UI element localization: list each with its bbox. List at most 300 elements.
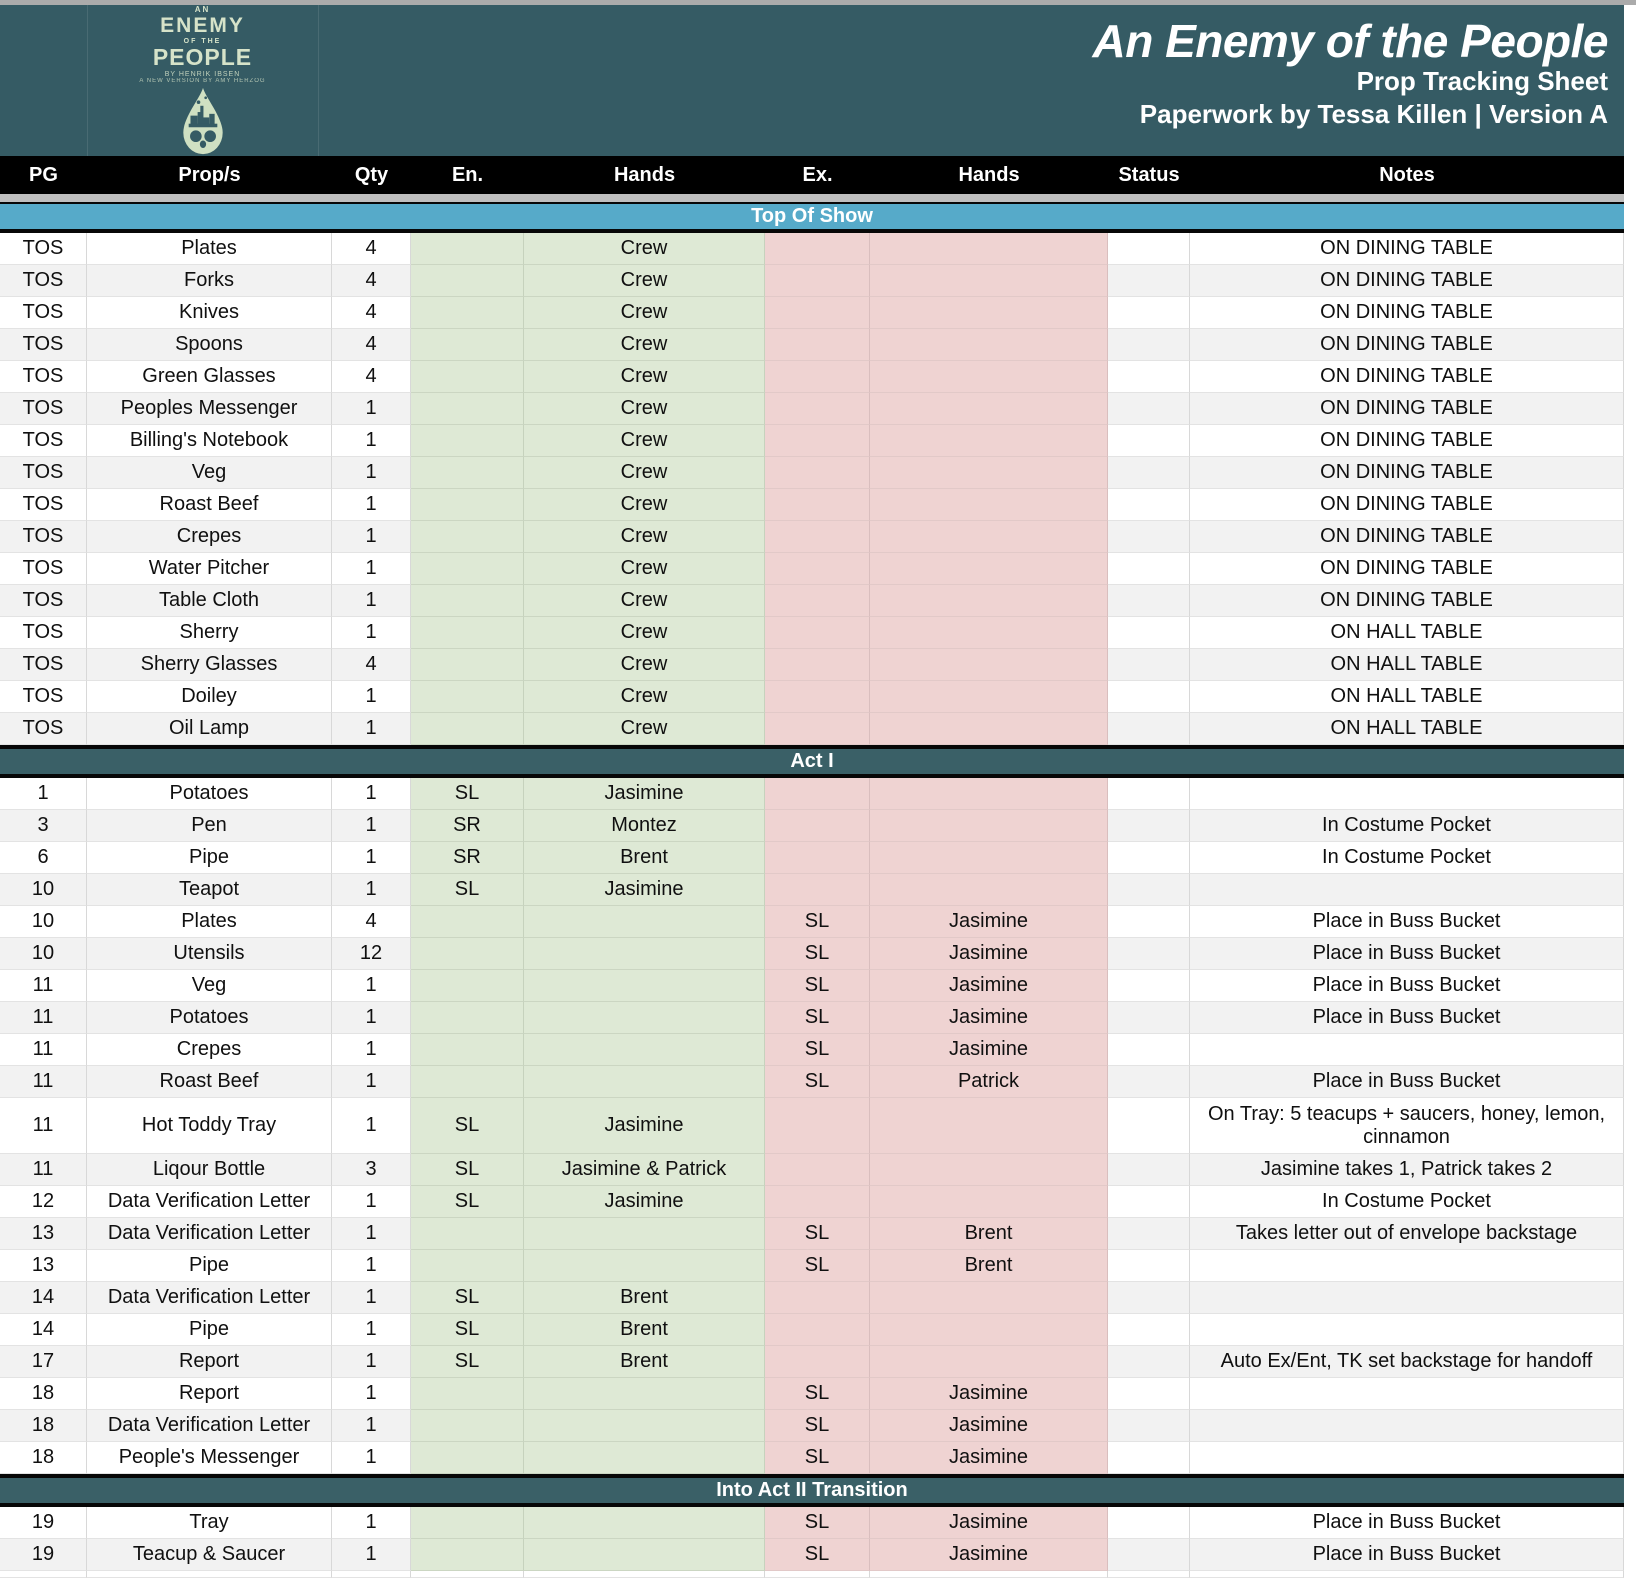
cell-notes[interactable] xyxy=(1190,1314,1624,1346)
cell-props[interactable]: Veg xyxy=(87,970,332,1002)
cell-props[interactable]: Hot Toddy Tray xyxy=(87,1098,332,1154)
cell-pg[interactable]: 10 xyxy=(0,906,87,938)
cell-status[interactable] xyxy=(1108,842,1190,874)
cell-pg[interactable]: 10 xyxy=(0,938,87,970)
cell-hands-ex[interactable] xyxy=(870,681,1108,713)
cell-qty[interactable]: 1 xyxy=(332,1034,411,1066)
cell-hands-en[interactable]: Crew xyxy=(524,297,765,329)
cell-props[interactable]: Utensils xyxy=(87,938,332,970)
cell-notes[interactable]: Place in Buss Bucket xyxy=(1190,938,1624,970)
cell-pg[interactable]: 19 xyxy=(0,1507,87,1539)
cell-ex[interactable] xyxy=(765,585,870,617)
cell-en[interactable] xyxy=(411,1034,524,1066)
cell-hands-ex[interactable] xyxy=(870,521,1108,553)
cell-ex[interactable]: SL xyxy=(765,1218,870,1250)
cell-en[interactable] xyxy=(411,1410,524,1442)
cell-pg[interactable]: TOS xyxy=(0,457,87,489)
cell-hands-en[interactable] xyxy=(524,1571,765,1578)
cell-qty[interactable]: 1 xyxy=(332,393,411,425)
cell-hands-ex[interactable] xyxy=(870,297,1108,329)
cell-ex[interactable] xyxy=(765,1314,870,1346)
cell-en[interactable]: SL xyxy=(411,1154,524,1186)
cell-ex[interactable] xyxy=(765,778,870,810)
cell-hands-ex[interactable] xyxy=(870,842,1108,874)
column-header-notes[interactable]: Notes xyxy=(1379,163,1435,186)
cell-props[interactable] xyxy=(87,1571,332,1578)
cell-ex[interactable]: SL xyxy=(765,1378,870,1410)
cell-en[interactable] xyxy=(411,938,524,970)
cell-status[interactable] xyxy=(1108,1154,1190,1186)
cell-status[interactable] xyxy=(1108,361,1190,393)
cell-ex[interactable]: SL xyxy=(765,1066,870,1098)
cell-props[interactable]: People's Messenger xyxy=(87,1442,332,1474)
cell-hands-en[interactable]: Brent xyxy=(524,1346,765,1378)
cell-ex[interactable] xyxy=(765,713,870,745)
cell-qty[interactable]: 1 xyxy=(332,1314,411,1346)
cell-hands-en[interactable] xyxy=(524,1066,765,1098)
cell-en[interactable] xyxy=(411,649,524,681)
cell-pg[interactable]: TOS xyxy=(0,521,87,553)
cell-en[interactable]: SR xyxy=(411,810,524,842)
cell-status[interactable] xyxy=(1108,585,1190,617)
cell-notes[interactable]: ON DINING TABLE xyxy=(1190,361,1624,393)
cell-hands-ex[interactable] xyxy=(870,585,1108,617)
cell-status[interactable] xyxy=(1108,233,1190,265)
cell-pg[interactable]: TOS xyxy=(0,393,87,425)
cell-notes[interactable]: In Costume Pocket xyxy=(1190,1186,1624,1218)
cell-en[interactable]: SR xyxy=(411,842,524,874)
cell-hands-ex[interactable]: Brent xyxy=(870,1250,1108,1282)
cell-ex[interactable] xyxy=(765,1186,870,1218)
cell-status[interactable] xyxy=(1108,1346,1190,1378)
cell-pg[interactable]: 18 xyxy=(0,1442,87,1474)
cell-props[interactable]: Pen xyxy=(87,810,332,842)
cell-qty[interactable]: 1 xyxy=(332,1002,411,1034)
cell-en[interactable] xyxy=(411,970,524,1002)
column-header-hands-en[interactable]: Hands xyxy=(613,163,676,186)
cell-ex[interactable] xyxy=(765,617,870,649)
cell-hands-en[interactable] xyxy=(524,1539,765,1571)
cell-hands-ex[interactable] xyxy=(870,329,1108,361)
cell-ex[interactable]: SL xyxy=(765,906,870,938)
cell-qty[interactable]: 1 xyxy=(332,1378,411,1410)
cell-pg[interactable]: TOS xyxy=(0,361,87,393)
cell-status[interactable] xyxy=(1108,1410,1190,1442)
cell-status[interactable] xyxy=(1108,1250,1190,1282)
cell-pg[interactable]: TOS xyxy=(0,585,87,617)
cell-hands-en[interactable]: Crew xyxy=(524,681,765,713)
cell-en[interactable] xyxy=(411,617,524,649)
cell-status[interactable] xyxy=(1108,393,1190,425)
cell-pg[interactable]: 11 xyxy=(0,1066,87,1098)
cell-qty[interactable]: 1 xyxy=(332,1066,411,1098)
cell-en[interactable]: SL xyxy=(411,1314,524,1346)
cell-props[interactable]: Pipe xyxy=(87,1250,332,1282)
cell-hands-ex[interactable] xyxy=(870,649,1108,681)
cell-en[interactable] xyxy=(411,553,524,585)
cell-status[interactable] xyxy=(1108,1218,1190,1250)
cell-props[interactable]: Veg xyxy=(87,457,332,489)
cell-hands-ex[interactable]: Jasimine xyxy=(870,1378,1108,1410)
cell-props[interactable]: Water Pitcher xyxy=(87,553,332,585)
cell-qty[interactable]: 1 xyxy=(332,1218,411,1250)
cell-props[interactable]: Forks xyxy=(87,265,332,297)
cell-status[interactable] xyxy=(1108,970,1190,1002)
cell-pg[interactable]: TOS xyxy=(0,425,87,457)
cell-en[interactable] xyxy=(411,1218,524,1250)
cell-status[interactable] xyxy=(1108,1378,1190,1410)
cell-pg[interactable]: 3 xyxy=(0,810,87,842)
cell-notes[interactable] xyxy=(1190,1571,1624,1578)
cell-notes[interactable] xyxy=(1190,778,1624,810)
cell-ex[interactable]: SL xyxy=(765,1507,870,1539)
cell-status[interactable] xyxy=(1108,329,1190,361)
cell-hands-ex[interactable] xyxy=(870,265,1108,297)
cell-props[interactable]: Potatoes xyxy=(87,778,332,810)
cell-hands-en[interactable]: Jasimine xyxy=(524,874,765,906)
cell-notes[interactable]: Place in Buss Bucket xyxy=(1190,970,1624,1002)
cell-hands-ex[interactable]: Jasimine xyxy=(870,970,1108,1002)
cell-qty[interactable]: 1 xyxy=(332,457,411,489)
cell-en[interactable] xyxy=(411,1378,524,1410)
cell-notes[interactable] xyxy=(1190,1034,1624,1066)
cell-ex[interactable] xyxy=(765,329,870,361)
cell-props[interactable]: Doiley xyxy=(87,681,332,713)
cell-pg[interactable]: 11 xyxy=(0,1154,87,1186)
column-header-hands-ex[interactable]: Hands xyxy=(958,163,1020,186)
cell-props[interactable]: Teacup & Saucer xyxy=(87,1539,332,1571)
cell-qty[interactable]: 12 xyxy=(332,938,411,970)
cell-props[interactable]: Liqour Bottle xyxy=(87,1154,332,1186)
cell-qty[interactable]: 1 xyxy=(332,1442,411,1474)
cell-hands-ex[interactable] xyxy=(870,1186,1108,1218)
cell-notes[interactable]: Jasimine takes 1, Patrick takes 2 xyxy=(1190,1154,1624,1186)
cell-status[interactable] xyxy=(1108,1034,1190,1066)
cell-hands-en[interactable]: Jasimine xyxy=(524,778,765,810)
cell-hands-ex[interactable] xyxy=(870,778,1108,810)
cell-qty[interactable]: 1 xyxy=(332,1098,411,1154)
cell-notes[interactable]: Place in Buss Bucket xyxy=(1190,1507,1624,1539)
cell-hands-en[interactable]: Jasimine xyxy=(524,1186,765,1218)
cell-hands-ex[interactable]: Jasimine xyxy=(870,1442,1108,1474)
cell-en[interactable] xyxy=(411,393,524,425)
cell-props[interactable]: Tray xyxy=(87,1507,332,1539)
cell-qty[interactable]: 1 xyxy=(332,585,411,617)
cell-notes[interactable]: Auto Ex/Ent, TK set backstage for handoff xyxy=(1190,1346,1624,1378)
cell-ex[interactable] xyxy=(765,874,870,906)
cell-qty[interactable]: 4 xyxy=(332,265,411,297)
cell-qty[interactable]: 1 xyxy=(332,1186,411,1218)
cell-hands-en[interactable]: Crew xyxy=(524,457,765,489)
cell-en[interactable] xyxy=(411,361,524,393)
cell-pg[interactable]: TOS xyxy=(0,233,87,265)
cell-pg[interactable] xyxy=(0,1571,87,1578)
cell-notes[interactable]: ON HALL TABLE xyxy=(1190,649,1624,681)
cell-hands-ex[interactable] xyxy=(870,233,1108,265)
cell-qty[interactable]: 1 xyxy=(332,1410,411,1442)
cell-hands-ex[interactable] xyxy=(870,874,1108,906)
cell-hands-en[interactable]: Jasimine & Patrick xyxy=(524,1154,765,1186)
cell-pg[interactable]: TOS xyxy=(0,297,87,329)
cell-hands-ex[interactable] xyxy=(870,489,1108,521)
cell-pg[interactable]: 11 xyxy=(0,970,87,1002)
cell-en[interactable] xyxy=(411,329,524,361)
cell-status[interactable] xyxy=(1108,489,1190,521)
cell-qty[interactable]: 1 xyxy=(332,778,411,810)
cell-hands-ex[interactable] xyxy=(870,1346,1108,1378)
cell-en[interactable] xyxy=(411,1250,524,1282)
cell-pg[interactable]: TOS xyxy=(0,649,87,681)
cell-pg[interactable]: TOS xyxy=(0,713,87,745)
cell-hands-ex[interactable]: Jasimine xyxy=(870,1410,1108,1442)
cell-ex[interactable] xyxy=(765,393,870,425)
section-header-top-of-show[interactable]: Top Of Show xyxy=(0,202,1624,233)
cell-en[interactable] xyxy=(411,265,524,297)
cell-hands-en[interactable]: Crew xyxy=(524,393,765,425)
cell-props[interactable]: Spoons xyxy=(87,329,332,361)
cell-qty[interactable]: 1 xyxy=(332,1507,411,1539)
cell-pg[interactable]: 13 xyxy=(0,1250,87,1282)
cell-pg[interactable]: 19 xyxy=(0,1539,87,1571)
cell-status[interactable] xyxy=(1108,457,1190,489)
cell-ex[interactable] xyxy=(765,521,870,553)
cell-en[interactable]: SL xyxy=(411,778,524,810)
cell-notes[interactable]: ON DINING TABLE xyxy=(1190,233,1624,265)
cell-qty[interactable]: 4 xyxy=(332,297,411,329)
cell-en[interactable] xyxy=(411,585,524,617)
cell-hands-en[interactable]: Crew xyxy=(524,649,765,681)
cell-pg[interactable]: TOS xyxy=(0,681,87,713)
cell-notes[interactable]: In Costume Pocket xyxy=(1190,810,1624,842)
cell-pg[interactable]: 6 xyxy=(0,842,87,874)
cell-notes[interactable] xyxy=(1190,1410,1624,1442)
cell-en[interactable]: SL xyxy=(411,1186,524,1218)
cell-hands-en[interactable]: Crew xyxy=(524,489,765,521)
cell-status[interactable] xyxy=(1108,1066,1190,1098)
column-header-en[interactable]: En. xyxy=(451,163,484,186)
cell-qty[interactable]: 1 xyxy=(332,970,411,1002)
cell-notes[interactable]: ON DINING TABLE xyxy=(1190,329,1624,361)
cell-status[interactable] xyxy=(1108,265,1190,297)
cell-hands-en[interactable] xyxy=(524,1218,765,1250)
cell-notes[interactable]: ON DINING TABLE xyxy=(1190,585,1624,617)
cell-props[interactable]: Roast Beef xyxy=(87,1066,332,1098)
cell-ex[interactable] xyxy=(765,1154,870,1186)
column-header-props[interactable]: Prop/s xyxy=(178,163,241,186)
cell-notes[interactable]: ON HALL TABLE xyxy=(1190,617,1624,649)
cell-notes[interactable]: On Tray: 5 teacups + saucers, honey, lemon, cinnamon xyxy=(1190,1098,1624,1154)
cell-pg[interactable]: 18 xyxy=(0,1410,87,1442)
cell-props[interactable]: Pipe xyxy=(87,842,332,874)
cell-hands-ex[interactable]: Brent xyxy=(870,1218,1108,1250)
cell-en[interactable]: SL xyxy=(411,874,524,906)
cell-hands-en[interactable] xyxy=(524,1442,765,1474)
cell-qty[interactable] xyxy=(332,1571,411,1578)
cell-ex[interactable] xyxy=(765,361,870,393)
cell-en[interactable] xyxy=(411,425,524,457)
cell-status[interactable] xyxy=(1108,681,1190,713)
cell-en[interactable]: SL xyxy=(411,1346,524,1378)
cell-qty[interactable]: 1 xyxy=(332,489,411,521)
cell-hands-ex[interactable] xyxy=(870,1571,1108,1578)
cell-ex[interactable] xyxy=(765,233,870,265)
cell-pg[interactable]: TOS xyxy=(0,329,87,361)
cell-status[interactable] xyxy=(1108,938,1190,970)
cell-hands-ex[interactable]: Jasimine xyxy=(870,1034,1108,1066)
cell-pg[interactable]: TOS xyxy=(0,617,87,649)
cell-ex[interactable] xyxy=(765,1282,870,1314)
cell-props[interactable]: Sherry Glasses xyxy=(87,649,332,681)
cell-qty[interactable]: 1 xyxy=(332,810,411,842)
cell-notes[interactable] xyxy=(1190,1250,1624,1282)
cell-props[interactable]: Report xyxy=(87,1346,332,1378)
cell-hands-en[interactable]: Brent xyxy=(524,1314,765,1346)
cell-notes[interactable]: Place in Buss Bucket xyxy=(1190,1539,1624,1571)
cell-en[interactable] xyxy=(411,1571,524,1578)
cell-qty[interactable]: 1 xyxy=(332,713,411,745)
cell-props[interactable]: Potatoes xyxy=(87,1002,332,1034)
cell-qty[interactable]: 1 xyxy=(332,1282,411,1314)
cell-pg[interactable]: 14 xyxy=(0,1314,87,1346)
cell-notes[interactable] xyxy=(1190,1442,1624,1474)
cell-notes[interactable]: ON HALL TABLE xyxy=(1190,713,1624,745)
cell-hands-en[interactable]: Jasimine xyxy=(524,1098,765,1154)
cell-hands-en[interactable]: Crew xyxy=(524,265,765,297)
cell-hands-ex[interactable] xyxy=(870,1154,1108,1186)
cell-en[interactable] xyxy=(411,713,524,745)
cell-props[interactable]: Plates xyxy=(87,906,332,938)
cell-status[interactable] xyxy=(1108,1314,1190,1346)
cell-ex[interactable]: SL xyxy=(765,1410,870,1442)
cell-status[interactable] xyxy=(1108,713,1190,745)
cell-en[interactable] xyxy=(411,1539,524,1571)
cell-pg[interactable]: 11 xyxy=(0,1002,87,1034)
cell-status[interactable] xyxy=(1108,1186,1190,1218)
cell-props[interactable]: Table Cloth xyxy=(87,585,332,617)
cell-hands-en[interactable]: Brent xyxy=(524,1282,765,1314)
cell-props[interactable]: Roast Beef xyxy=(87,489,332,521)
cell-ex[interactable] xyxy=(765,842,870,874)
cell-notes[interactable]: ON DINING TABLE xyxy=(1190,521,1624,553)
cell-qty[interactable]: 1 xyxy=(332,681,411,713)
cell-notes[interactable] xyxy=(1190,1378,1624,1410)
cell-props[interactable]: Oil Lamp xyxy=(87,713,332,745)
cell-pg[interactable]: TOS xyxy=(0,489,87,521)
cell-en[interactable]: SL xyxy=(411,1282,524,1314)
cell-props[interactable]: Data Verification Letter xyxy=(87,1282,332,1314)
cell-status[interactable] xyxy=(1108,810,1190,842)
cell-en[interactable] xyxy=(411,1442,524,1474)
cell-pg[interactable]: 18 xyxy=(0,1378,87,1410)
cell-ex[interactable] xyxy=(765,1346,870,1378)
cell-hands-en[interactable] xyxy=(524,1034,765,1066)
cell-hands-ex[interactable]: Patrick xyxy=(870,1066,1108,1098)
cell-qty[interactable]: 4 xyxy=(332,233,411,265)
cell-status[interactable] xyxy=(1108,521,1190,553)
cell-ex[interactable] xyxy=(765,649,870,681)
cell-en[interactable] xyxy=(411,457,524,489)
cell-hands-en[interactable]: Crew xyxy=(524,329,765,361)
cell-notes[interactable]: ON DINING TABLE xyxy=(1190,553,1624,585)
cell-props[interactable]: Knives xyxy=(87,297,332,329)
cell-hands-en[interactable] xyxy=(524,1002,765,1034)
cell-status[interactable] xyxy=(1108,1571,1190,1578)
cell-en[interactable] xyxy=(411,906,524,938)
cell-notes[interactable]: ON DINING TABLE xyxy=(1190,425,1624,457)
cell-ex[interactable]: SL xyxy=(765,938,870,970)
cell-ex[interactable]: SL xyxy=(765,1442,870,1474)
cell-ex[interactable]: SL xyxy=(765,1250,870,1282)
cell-en[interactable] xyxy=(411,681,524,713)
cell-ex[interactable]: SL xyxy=(765,1539,870,1571)
cell-status[interactable] xyxy=(1108,553,1190,585)
cell-status[interactable] xyxy=(1108,1507,1190,1539)
cell-ex[interactable] xyxy=(765,489,870,521)
cell-en[interactable] xyxy=(411,489,524,521)
cell-notes[interactable] xyxy=(1190,874,1624,906)
cell-status[interactable] xyxy=(1108,906,1190,938)
cell-hands-ex[interactable] xyxy=(870,553,1108,585)
cell-pg[interactable]: 17 xyxy=(0,1346,87,1378)
cell-ex[interactable] xyxy=(765,425,870,457)
cell-ex[interactable]: SL xyxy=(765,1034,870,1066)
cell-hands-en[interactable] xyxy=(524,938,765,970)
cell-hands-ex[interactable] xyxy=(870,1098,1108,1154)
section-header-into-act-ii-transition[interactable]: Into Act II Transition xyxy=(0,1474,1624,1507)
cell-hands-en[interactable]: Brent xyxy=(524,842,765,874)
column-header-status[interactable]: Status xyxy=(1118,163,1180,186)
cell-qty[interactable]: 4 xyxy=(332,329,411,361)
cell-notes[interactable]: Place in Buss Bucket xyxy=(1190,906,1624,938)
cell-status[interactable] xyxy=(1108,778,1190,810)
cell-notes[interactable]: Place in Buss Bucket xyxy=(1190,1002,1624,1034)
cell-en[interactable]: SL xyxy=(411,1098,524,1154)
cell-hands-ex[interactable] xyxy=(870,457,1108,489)
column-header-ex[interactable]: Ex. xyxy=(802,163,833,186)
cell-ex[interactable] xyxy=(765,457,870,489)
cell-notes[interactable]: ON DINING TABLE xyxy=(1190,265,1624,297)
cell-props[interactable]: Report xyxy=(87,1378,332,1410)
cell-pg[interactable]: 14 xyxy=(0,1282,87,1314)
cell-hands-en[interactable]: Crew xyxy=(524,425,765,457)
cell-hands-en[interactable] xyxy=(524,1410,765,1442)
cell-qty[interactable]: 1 xyxy=(332,425,411,457)
cell-status[interactable] xyxy=(1108,617,1190,649)
cell-hands-ex[interactable]: Jasimine xyxy=(870,1507,1108,1539)
cell-status[interactable] xyxy=(1108,1098,1190,1154)
cell-qty[interactable]: 4 xyxy=(332,906,411,938)
cell-hands-en[interactable]: Crew xyxy=(524,521,765,553)
cell-en[interactable] xyxy=(411,1507,524,1539)
cell-en[interactable] xyxy=(411,1066,524,1098)
cell-hands-en[interactable] xyxy=(524,970,765,1002)
cell-en[interactable] xyxy=(411,521,524,553)
cell-hands-ex[interactable]: Jasimine xyxy=(870,938,1108,970)
section-header-act-i[interactable]: Act I xyxy=(0,745,1624,778)
cell-en[interactable] xyxy=(411,233,524,265)
cell-props[interactable]: Plates xyxy=(87,233,332,265)
cell-props[interactable]: Data Verification Letter xyxy=(87,1218,332,1250)
cell-status[interactable] xyxy=(1108,425,1190,457)
cell-props[interactable]: Data Verification Letter xyxy=(87,1186,332,1218)
column-header-pg[interactable]: PG xyxy=(29,163,58,186)
cell-ex[interactable]: SL xyxy=(765,970,870,1002)
cell-hands-ex[interactable]: Jasimine xyxy=(870,906,1108,938)
cell-ex[interactable] xyxy=(765,553,870,585)
cell-ex[interactable] xyxy=(765,1571,870,1578)
cell-notes[interactable]: In Costume Pocket xyxy=(1190,842,1624,874)
cell-qty[interactable]: 3 xyxy=(332,1154,411,1186)
